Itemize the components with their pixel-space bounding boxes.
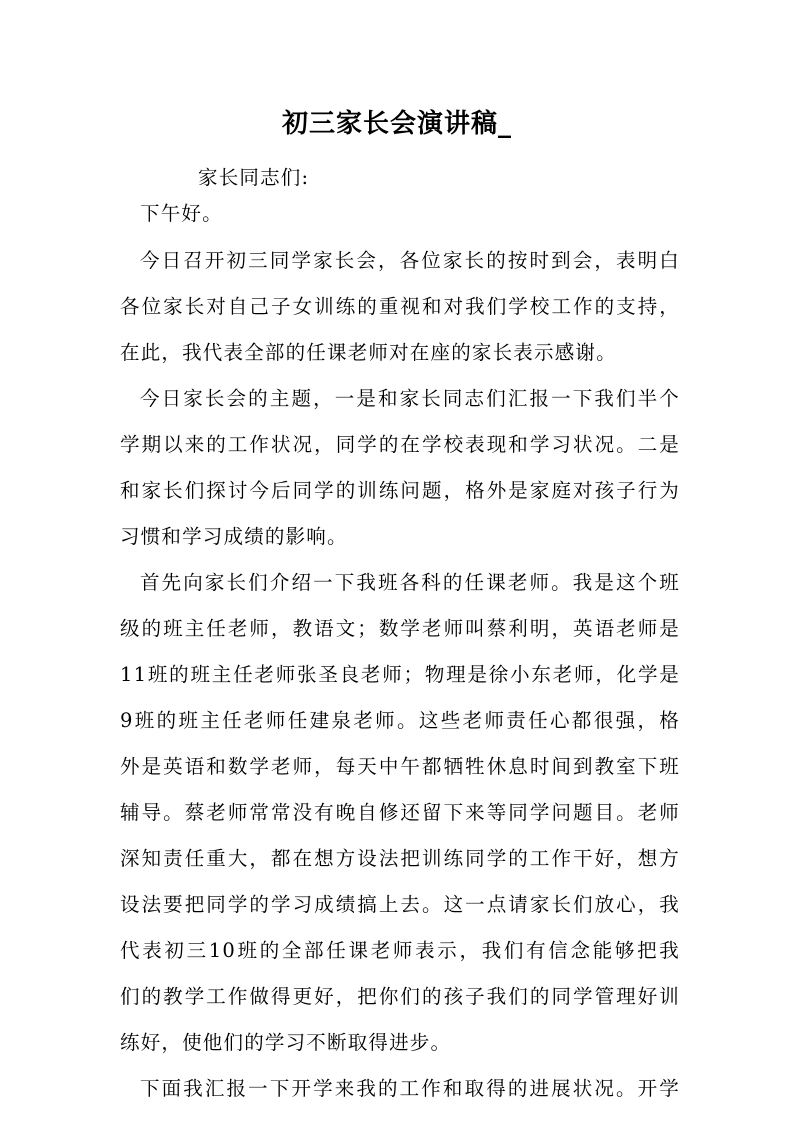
paragraph-line: 学期以来的工作状况，同学的在学校表现和学习状况。二是 [120,433,680,456]
paragraph-line: 深知责任重大，都在想方设法把训练同学的工作干好，想方 [120,847,680,870]
paragraph-line: 各位家长对自己子女训练的重视和对我们学校工作的支持， [120,295,680,318]
paragraph-line: 设法要把同学的学习成绩搞上去。这一点请家长们放心，我 [120,893,680,916]
paragraph-line: 在此，我代表全部的任课老师对在座的家长表示感谢。 [120,341,617,364]
paragraph-line: 首先向家长们介绍一下我班各科的任课老师。我是这个班 [140,571,680,594]
paragraph-line: 下面我汇报一下开学来我的工作和取得的进展状况。开学 [140,1077,680,1100]
greeting-line: 家长同志们: [198,166,310,189]
document-title: 初三家长会演讲稿_ [281,109,512,139]
paragraph-line: 级的班主任老师，教语文；数学老师叫蔡利明，英语老师是 [120,617,680,640]
paragraph-line: 9班的班主任老师任建泉老师。这些老师责任心都很强，格 [120,709,680,732]
paragraph-line: 外是英语和数学老师，每天中午都牺牲休息时间到教室下班 [120,755,680,778]
paragraph-line: 代表初三10班的全部任课老师表示，我们有信念能够把我 [120,939,680,962]
paragraph-line: 11班的班主任老师张圣良老师；物理是徐小东老师，化学是 [120,663,680,686]
paragraph-line: 习惯和学习成绩的影响。 [120,525,348,548]
paragraph-line: 和家长们探讨今后同学的训练问题，格外是家庭对孩子行为 [120,479,680,502]
paragraph-line: 今日召开初三同学家长会，各位家长的按时到会，表明白 [140,249,680,272]
paragraph-line: 今日家长会的主题，一是和家长同志们汇报一下我们半个 [140,387,680,410]
paragraph-line: 练好，使他们的学习不断取得进步。 [120,1031,452,1054]
paragraph-line: 下午好。 [140,202,223,225]
paragraph-line: 辅导。蔡老师常常没有晚自修还留下来等同学问题目。老师 [120,801,680,824]
paragraph-line: 们的教学工作做得更好，把你们的孩子我们的同学管理好训 [120,985,680,1008]
